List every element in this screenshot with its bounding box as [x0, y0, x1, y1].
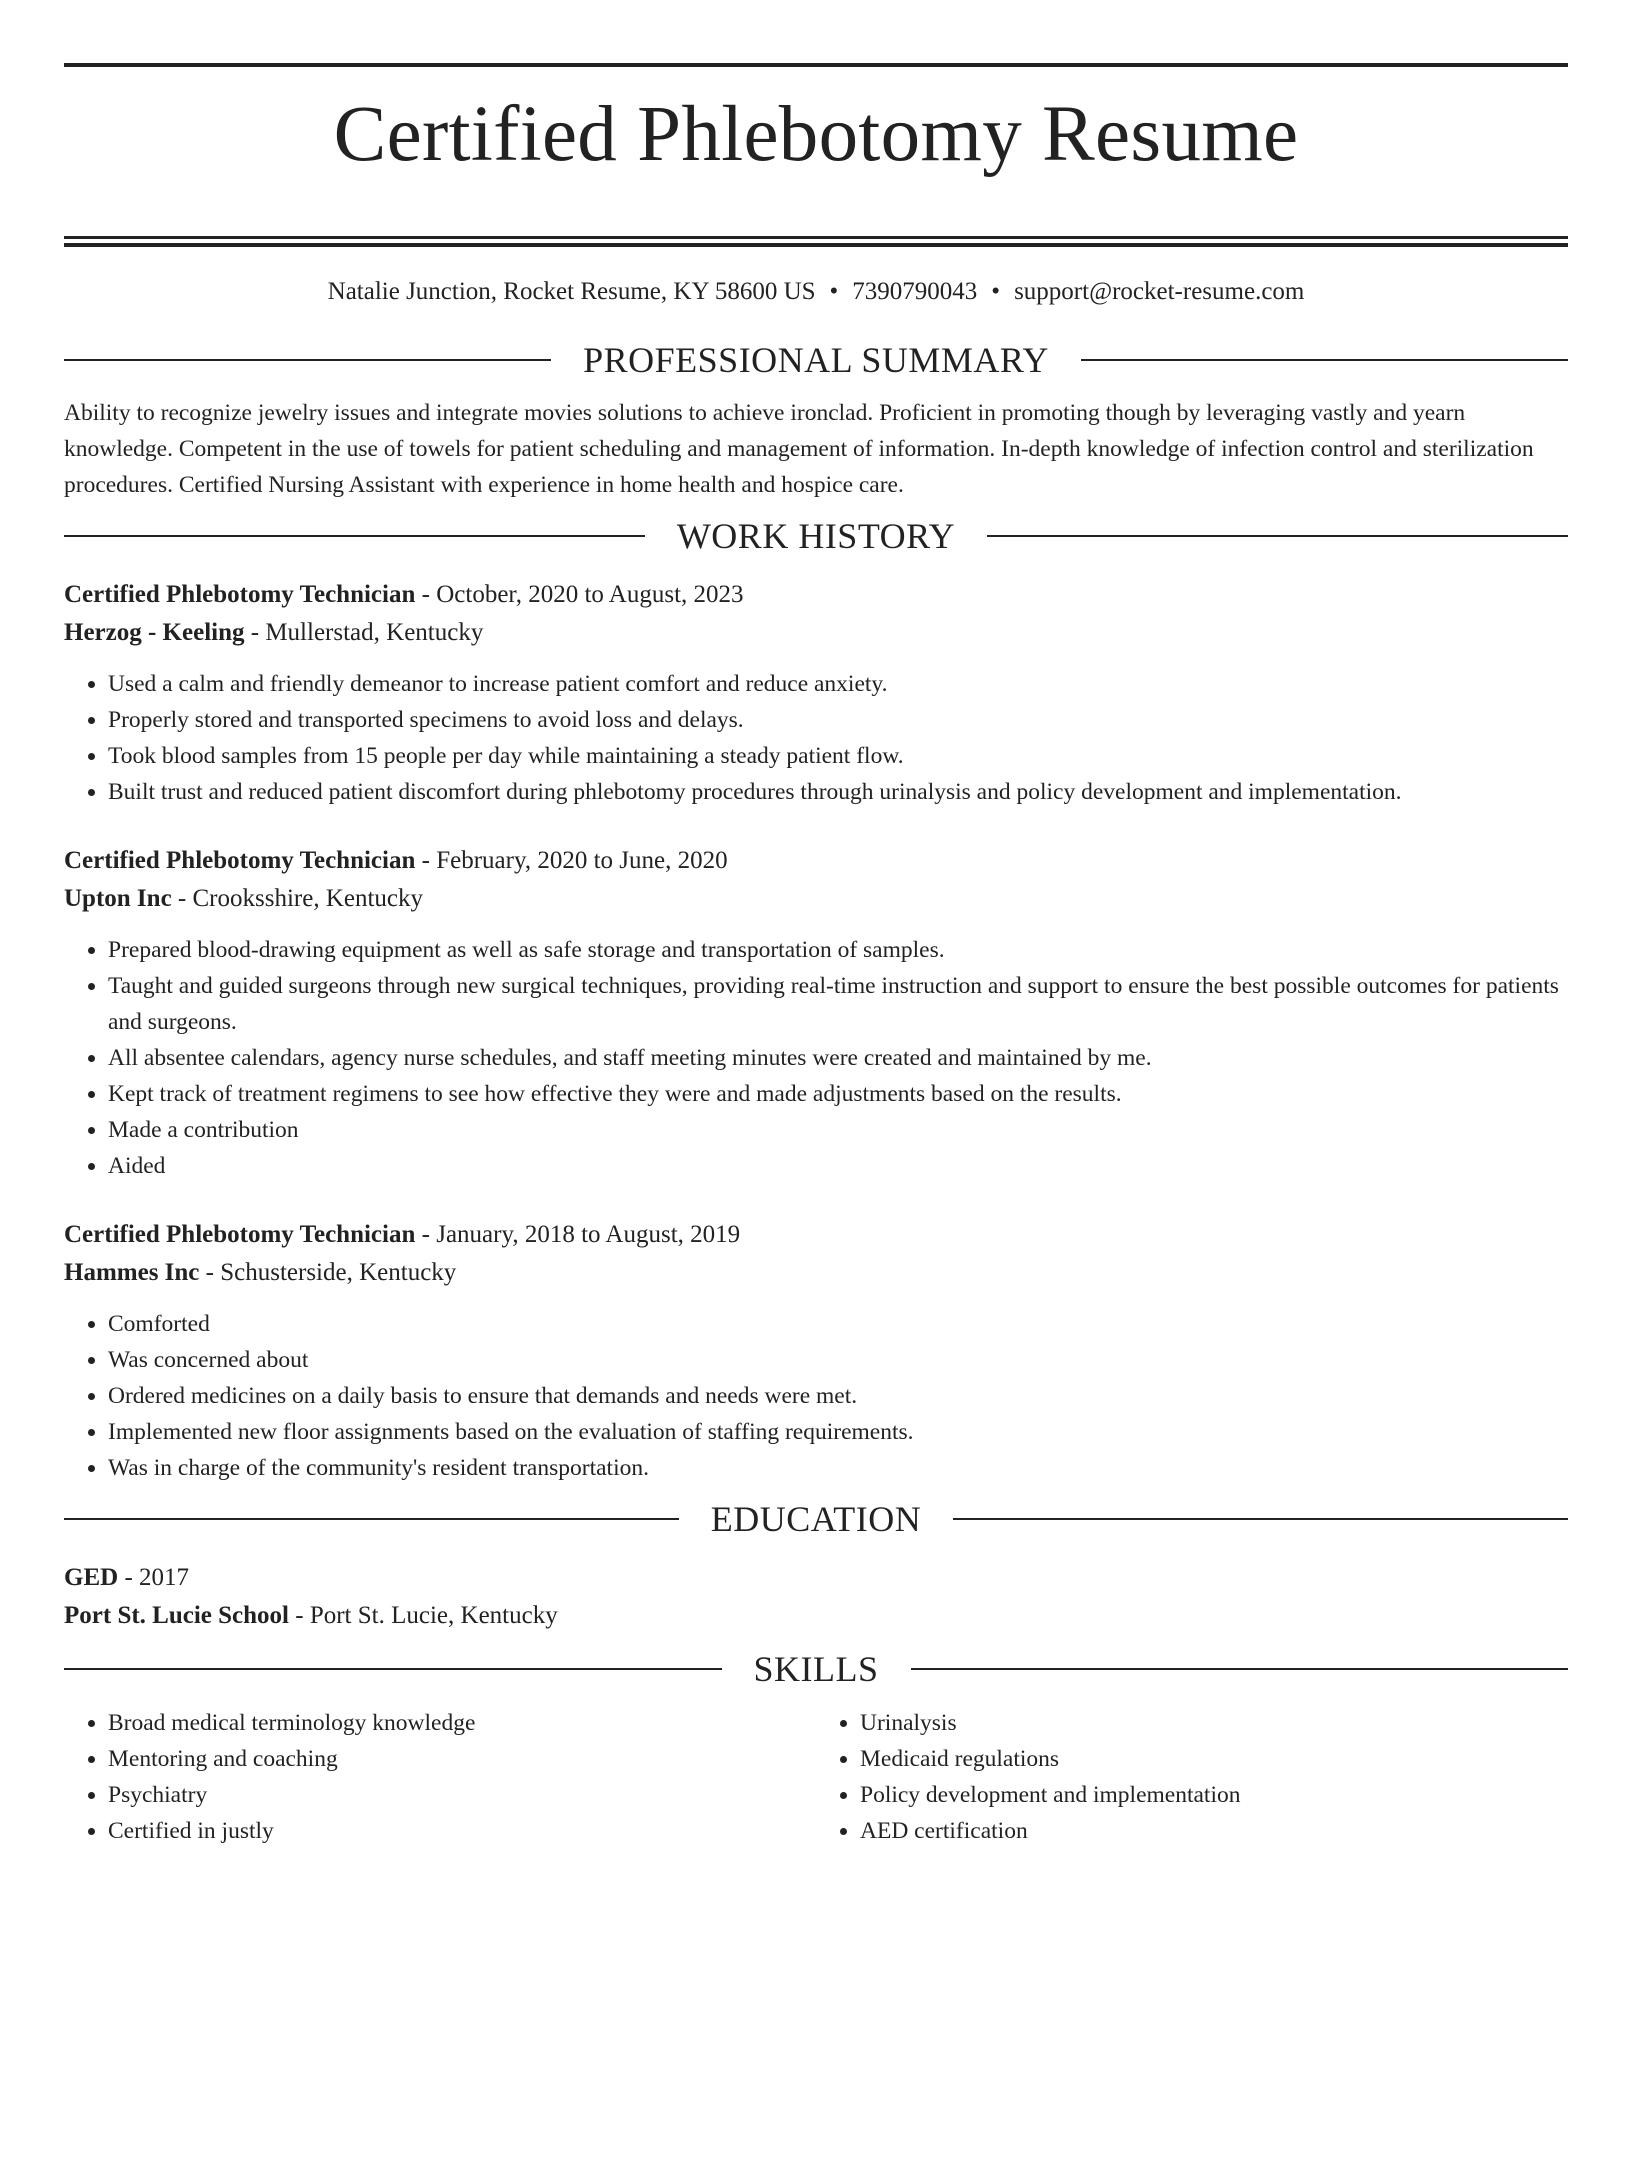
list-item: • Took blood samples from 15 people per day while maintaining a steady patient flow.	[108, 738, 1568, 774]
job-title: Certified Phlebotomy Technician	[64, 846, 416, 874]
job-title: Certified Phlebotomy Technician	[64, 580, 416, 608]
dash: -	[415, 846, 437, 874]
job-dates: October, 2020 to August, 2023	[436, 580, 744, 608]
company-name: Herzog - Keeling	[64, 618, 245, 646]
contact-separator: •	[829, 277, 839, 305]
heading-rule	[911, 1668, 1569, 1670]
job-bullets	[64, 1306, 1568, 1486]
dash: -	[289, 1601, 310, 1629]
contact-separator: •	[991, 277, 1001, 305]
list-item: • Used a calm and friendly demeanor to increase patient comfort and reduce anxiety.	[108, 666, 1568, 702]
section-title: WORK HISTORY	[676, 515, 956, 556]
list-item: • All absentee calendars, agency nurse schedules, and staff meeting minutes were created and maintained by me.	[108, 1040, 1568, 1076]
resume-page	[0, 63, 1632, 2175]
heading-rule	[64, 1518, 679, 1520]
list-item: • Taught and guided surgeons through new surgical techniques, providing real-time instruction and support to ensure the best possible outcomes for patients and surgeons.	[108, 968, 1568, 1040]
dash: -	[118, 1563, 140, 1591]
dash: -	[171, 884, 193, 912]
summary-heading	[64, 338, 1568, 382]
list-item: • Prepared blood-drawing equipment as well as safe storage and transportation of samples.	[108, 932, 1568, 968]
heading-rule	[64, 1668, 722, 1670]
contact-line	[64, 277, 1568, 307]
company-location: Crooksshire, Kentucky	[192, 884, 424, 912]
list-item: • Aided	[108, 1148, 1568, 1184]
heading-rule	[1081, 359, 1568, 361]
job-entry	[64, 842, 1568, 1184]
heading-rule	[64, 359, 551, 361]
dash: -	[415, 1220, 437, 1248]
job-bullets	[64, 932, 1568, 1184]
job-title-line	[64, 842, 1568, 880]
education-entry	[64, 1559, 1568, 1635]
skills-heading	[64, 1647, 1568, 1691]
list-item: • Comforted	[108, 1306, 1568, 1342]
contact-phone: 7390790043	[852, 277, 978, 305]
heading-rule	[64, 535, 645, 537]
page-title: Certified Phlebotomy Resume	[333, 91, 1299, 178]
school-line	[64, 1597, 1568, 1635]
work-history-heading	[64, 514, 1568, 558]
company-line	[64, 880, 1568, 918]
degree-year: 2017	[139, 1563, 190, 1591]
school-location: Port St. Lucie, Kentucky	[309, 1601, 558, 1629]
skills-column-right	[816, 1705, 1568, 1849]
section-title: PROFESSIONAL SUMMARY	[583, 339, 1049, 380]
section-title: SKILLS	[753, 1648, 879, 1689]
skill-item: • Policy development and implementation	[860, 1777, 1568, 1813]
skills-column-left	[64, 1705, 816, 1849]
job-entry	[64, 1216, 1568, 1486]
company-line	[64, 1254, 1568, 1292]
company-location: Schusterside, Kentucky	[220, 1258, 457, 1286]
skill-item: • Mentoring and coaching	[108, 1741, 816, 1777]
job-title-line	[64, 1216, 1568, 1254]
skill-item: • Psychiatry	[108, 1777, 816, 1813]
list-item: • Implemented new floor assignments based on the evaluation of staffing requirements.	[108, 1414, 1568, 1450]
skill-item: • Broad medical terminology knowledge	[108, 1705, 816, 1741]
company-line	[64, 614, 1568, 652]
contact-email: support@rocket-resume.com	[1014, 277, 1305, 305]
skill-item: • Certified in justly	[108, 1813, 816, 1849]
list-item: • Ordered medicines on a daily basis to ensure that demands and needs were met.	[108, 1378, 1568, 1414]
top-rule	[64, 63, 1568, 67]
dash: -	[244, 618, 266, 646]
job-title: Certified Phlebotomy Technician	[64, 1220, 416, 1248]
skill-item: • Medicaid regulations	[860, 1741, 1568, 1777]
list-item: • Built trust and reduced patient discomfort during phlebotomy procedures through urinalysis and policy development and implementation.	[108, 774, 1568, 810]
degree-line	[64, 1559, 1568, 1597]
dash: -	[199, 1258, 221, 1286]
summary-text: Ability to recognize jewelry issues and integrate movies solutions to achieve ironclad. Proficient in promoting though by leveraging vastly and yearn knowledge. Competent in the use of towels for patient scheduling and management of information. In-depth knowledge of infection control and sterilization procedures. Certified Nursing Assistant with experience in home health and hospice care.	[64, 399, 1534, 498]
job-dates: January, 2018 to August, 2019	[436, 1220, 741, 1248]
list-item: • Made a contribution	[108, 1112, 1568, 1148]
education-heading	[64, 1497, 1568, 1541]
dash: -	[415, 580, 437, 608]
list-item: • Properly stored and transported specimens to avoid loss and delays.	[108, 702, 1568, 738]
school-name: Port St. Lucie School	[64, 1601, 289, 1629]
contact-address: Natalie Junction, Rocket Resume, KY 58600 US	[327, 277, 816, 305]
skill-item: • Urinalysis	[860, 1705, 1568, 1741]
company-location: Mullerstad, Kentucky	[265, 618, 484, 646]
title-double-rule	[64, 236, 1568, 247]
company-name: Hammes Inc	[64, 1258, 200, 1286]
list-item: • Was concerned about	[108, 1342, 1568, 1378]
heading-rule	[953, 1518, 1568, 1520]
skills-grid	[64, 1705, 1568, 1849]
degree: GED	[64, 1563, 119, 1591]
list-item: • Was in charge of the community's resident transportation.	[108, 1450, 1568, 1486]
company-name: Upton Inc	[64, 884, 172, 912]
section-title: EDUCATION	[710, 1498, 922, 1539]
job-title-line	[64, 576, 1568, 614]
job-dates: February, 2020 to June, 2020	[436, 846, 728, 874]
skill-item: • AED certification	[860, 1813, 1568, 1849]
job-entry	[64, 576, 1568, 810]
job-bullets	[64, 666, 1568, 810]
list-item: • Kept track of treatment regimens to see how effective they were and made adjustments based on the results.	[108, 1076, 1568, 1112]
heading-rule	[987, 535, 1568, 537]
